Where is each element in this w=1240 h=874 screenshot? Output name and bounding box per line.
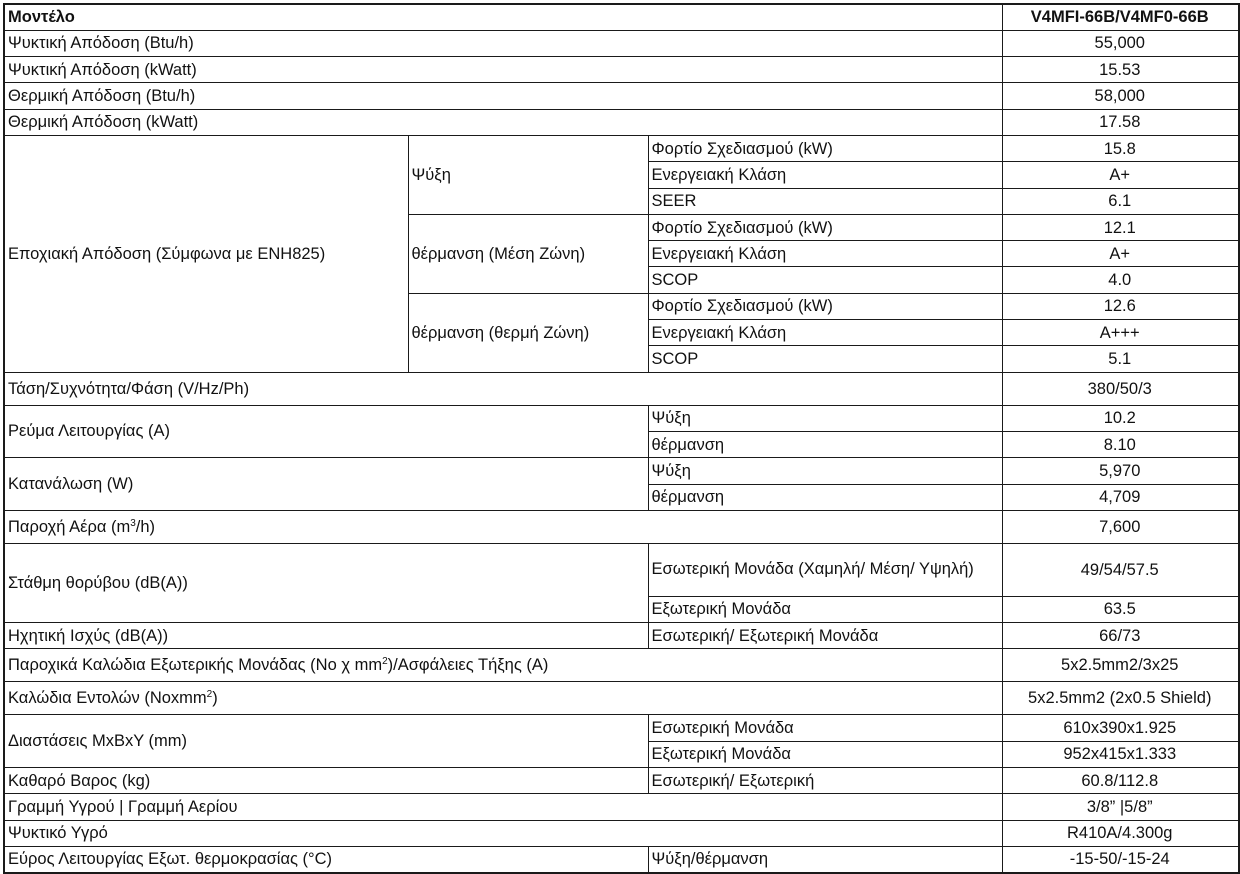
sub-label: Εσωτερική Μονάδα <box>648 715 1002 741</box>
row-label <box>4 510 1002 543</box>
row-value: 17.58 <box>1002 109 1239 135</box>
sub-label: Φορτίο Σχεδιασμού (kW) <box>648 214 1002 240</box>
label-text: /h) <box>135 517 156 536</box>
row-value: 15.53 <box>1002 57 1239 83</box>
table-row <box>4 768 1239 794</box>
row-value: 12.6 <box>1002 293 1239 319</box>
sub-label: Εξωτερική Μονάδα <box>648 741 1002 767</box>
table-row <box>4 458 1239 484</box>
row-value: A+++ <box>1002 320 1239 346</box>
row-value: 10.2 <box>1002 405 1239 431</box>
row-value: 5,970 <box>1002 458 1239 484</box>
row-value: 5x2.5mm2/3x25 <box>1002 649 1239 682</box>
row-value: 5.1 <box>1002 346 1239 372</box>
table-row <box>4 57 1239 83</box>
sub-label: Ενεργειακή Κλάση <box>648 241 1002 267</box>
row-value: A+ <box>1002 241 1239 267</box>
sub-label: Ενεργειακή Κλάση <box>648 162 1002 188</box>
sub-label: Εξωτερική Μονάδα <box>648 596 1002 622</box>
row-label: Εύρος Λειτουργίας Εξωτ. θερμοκρασίας (°C) <box>4 846 648 872</box>
label-text: )/Ασφάλειες Τήξης (A) <box>387 656 549 675</box>
row-value: R410A/4.300g <box>1002 820 1239 846</box>
row-label: Θερμική Απόδοση (Btu/h) <box>4 83 1002 109</box>
row-value: 15.8 <box>1002 135 1239 161</box>
sub-label: Εσωτερική/ Εξωτερική Μονάδα <box>648 623 1002 649</box>
sub-label: SCOP <box>648 346 1002 372</box>
table-row <box>4 649 1239 682</box>
table-row <box>4 109 1239 135</box>
row-label: Κατανάλωση (W) <box>4 458 648 511</box>
table-row <box>4 682 1239 715</box>
sub-label: Εσωτερική Μονάδα (Χαμηλή/ Μέση/ Υψηλή) <box>648 543 1002 596</box>
sub-label: Ψύξη <box>648 458 1002 484</box>
row-label: Καθαρό Βαρος (kg) <box>4 768 648 794</box>
row-value: 60.8/112.8 <box>1002 768 1239 794</box>
row-value: 8.10 <box>1002 431 1239 457</box>
sub-label: Εσωτερική/ Εξωτερική <box>648 768 1002 794</box>
row-value: 66/73 <box>1002 623 1239 649</box>
sub-label: Ενεργειακή Κλάση <box>648 320 1002 346</box>
seasonal-label: Εποχιακή Απόδοση (Σύμφωνα με ENH825) <box>4 135 408 372</box>
sub-label: Ψύξη <box>648 405 1002 431</box>
sub-label: Ψύξη/θέρμανση <box>648 846 1002 872</box>
row-value: 63.5 <box>1002 596 1239 622</box>
table-row <box>4 794 1239 820</box>
row-value: 4.0 <box>1002 267 1239 293</box>
superscript: 3 <box>130 517 136 529</box>
label-text: ) <box>212 689 218 708</box>
label-text: Παροχικά Καλώδια Εξωτερικής Μονάδας (Νο χ mm <box>8 656 383 675</box>
table-row <box>4 543 1239 596</box>
sub-label: Φορτίο Σχεδιασμού (kW) <box>648 293 1002 319</box>
row-value: 55,000 <box>1002 30 1239 56</box>
label-text: Παροχή Αέρα (m <box>8 517 131 536</box>
row-value: 6.1 <box>1002 188 1239 214</box>
label-text: Καλώδια Εντολών (Noxmm <box>8 689 207 708</box>
row-value: 12.1 <box>1002 214 1239 240</box>
table-header-row <box>4 4 1239 30</box>
sub-label: θέρμανση <box>648 484 1002 510</box>
table-row <box>4 135 1239 161</box>
sub-label: θέρμανση <box>648 431 1002 457</box>
superscript: 2 <box>206 689 213 701</box>
model-value: V4MFI-66B/V4MF0-66B <box>1002 4 1239 30</box>
seasonal-group-label: Ψύξη <box>408 135 648 214</box>
row-value: 380/50/3 <box>1002 372 1239 405</box>
row-label: Ψυκτικό Υγρό <box>4 820 1002 846</box>
row-label: Γραμμή Υγρού | Γραμμή Αερίου <box>4 794 1002 820</box>
row-label: Ψυκτική Απόδοση (kWatt) <box>4 57 1002 83</box>
seasonal-group-label: θέρμανση (Μέση Ζώνη) <box>408 214 648 293</box>
table-row <box>4 83 1239 109</box>
table-row <box>4 715 1239 741</box>
seasonal-group-label: θέρμανση (θερμή Ζώνη) <box>408 293 648 372</box>
specifications-table <box>3 3 1240 874</box>
row-label: Ρεύμα Λειτουργίας (A) <box>4 405 648 458</box>
row-value: 58,000 <box>1002 83 1239 109</box>
row-value: 952x415x1.333 <box>1002 741 1239 767</box>
row-label: Ψυκτική Απόδοση (Btu/h) <box>4 30 1002 56</box>
row-value: 5x2.5mm2 (2x0.5 Shield) <box>1002 682 1239 715</box>
row-label: Ηχητική Ισχύς (dB(A)) <box>4 623 648 649</box>
superscript: 2 <box>382 656 388 668</box>
table-row <box>4 846 1239 872</box>
model-label: Μοντέλο <box>4 4 1002 30</box>
table-row <box>4 30 1239 56</box>
row-label: Θερμική Απόδοση (kWatt) <box>4 109 1002 135</box>
row-value: 610x390x1.925 <box>1002 715 1239 741</box>
row-label <box>4 682 1002 715</box>
sub-label: Φορτίο Σχεδιασμού (kW) <box>648 135 1002 161</box>
row-value: A+ <box>1002 162 1239 188</box>
row-value: 7,600 <box>1002 510 1239 543</box>
sub-label: SEER <box>648 188 1002 214</box>
row-label: Τάση/Συχνότητα/Φάση (V/Hz/Ph) <box>4 372 1002 405</box>
row-value: -15-50/-15-24 <box>1002 846 1239 872</box>
table-row <box>4 405 1239 431</box>
table-row <box>4 623 1239 649</box>
row-value: 49/54/57.5 <box>1002 543 1239 596</box>
row-value: 4,709 <box>1002 484 1239 510</box>
sub-label: SCOP <box>648 267 1002 293</box>
table-row <box>4 510 1239 543</box>
table-row <box>4 820 1239 846</box>
row-value: 3/8” |5/8” <box>1002 794 1239 820</box>
row-label <box>4 649 1002 682</box>
row-label: Διαστάσεις ΜxΒxΥ (mm) <box>4 715 648 768</box>
row-label: Στάθμη θορύβου (dB(A)) <box>4 543 648 622</box>
table-row <box>4 372 1239 405</box>
